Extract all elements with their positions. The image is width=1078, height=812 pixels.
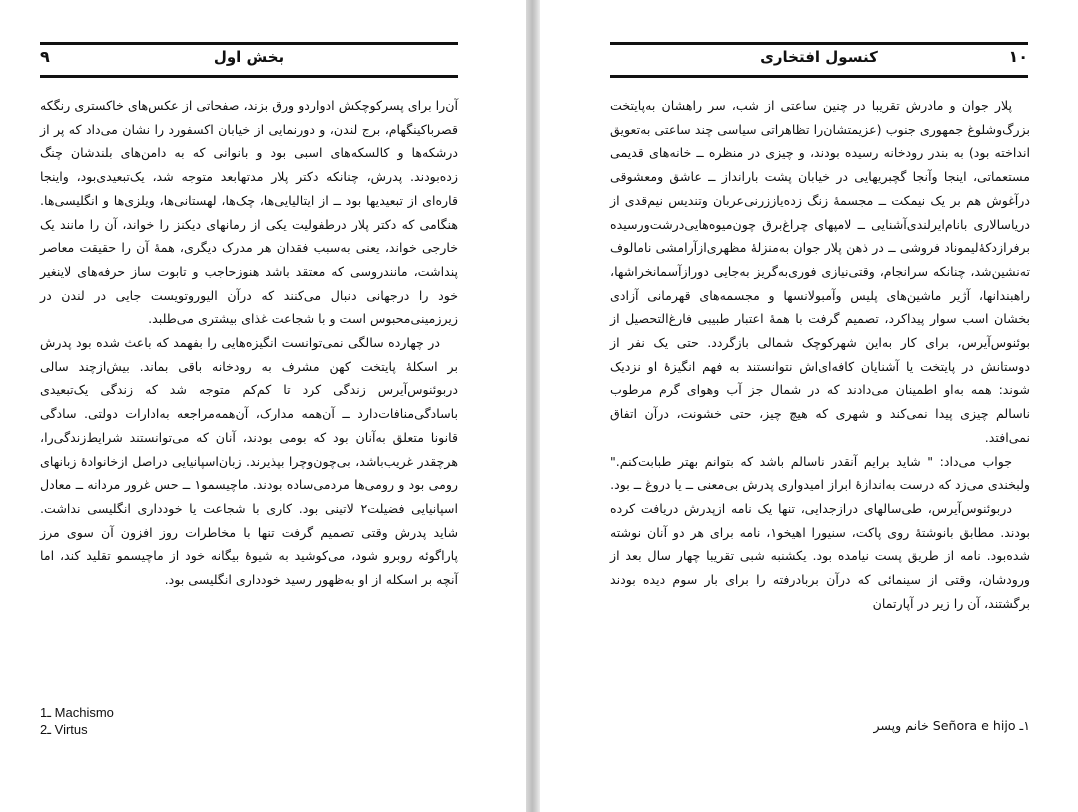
paragraph: آن‌را برای پسرکوچکش ادواردو ورق بزند، صفحاتی از عکس‌های خاکستری رنگکه قصرباکینگهام، برج لندن، و دورنمایی از خیابان اکسفورد را نشان می‌داد که پر از درشکه‌ها و کالسکه‌های اسبی بود و بانوانی که به دامن‌های بلندشان چنگ زده‌بودند. پدرش، چنانکه دکتر پلار مدتهابعد متوجه شد، یک‌تبعیدی‌بود، واینجا قاره‌ای از تبعیدیها بود ــ از ایتالیایی‌ها، چک‌ها، لهستانی‌ها، ویلزی‌ها و انگلیسی‌ها. هنگامی که دکتر پلار درطفولیت یکی از رمانهای دیکنز را خواند، آن را مانند یک خارجی خواند، یعنی به‌سبب فقدان هر مدرک دیگری، همهٔ آن را حقیقت معاصر پنداشت، مانندروسی که معتقد باشد هنوزحاجب و تابوت ساز حرفه‌های لاینغیر خود را درجهانی دنبال می‌کنند که درآن الیوروتویست جایی در لندن در زیرزمینی‌محبوس است و با شجاعت غذای بیشتری می‌طلبد. <box>40 98 458 327</box>
footnote: 2ـ Virtus <box>40 722 88 737</box>
page-body-text <box>610 94 1030 615</box>
page-number: ۱۰ <box>1008 47 1028 66</box>
book-gutter <box>526 0 540 812</box>
page-header <box>40 42 458 80</box>
header-bottom-rule <box>610 75 1028 78</box>
footnotes <box>40 704 340 738</box>
right-page <box>540 0 1078 812</box>
paragraph: دربوئنوس‌آیرس، طی‌سالهای درازجدایی، تنها یک نامه ازپدرش دریافت کرده بودند. مطابق بانوشتهٔ روی پاکت، سنیورا اهیخو۱، نامه برای هر دو آنان نوشته شده‌بود. نامه از طریق پست نیامده بود. یکشنبه شبی تقریبا چهار سال بعد از ورودشان، وقتی از سینمائی که درآن بربادرفته را برای بار سوم دیده بودند برگشتند، آن را زیر در آپارتمان <box>610 500 1030 611</box>
page-number: ۹ <box>40 47 50 66</box>
running-title: کنسول افتخاری <box>760 48 878 66</box>
footnote: 1ـ Machismo <box>40 705 114 720</box>
paragraph: جواب می‌داد: " شاید برایم آنقدر ناسالم باشد که بتوانم بهتر طبابت‌کنم." ولبخندی می‌زد که درست به‌اندازهٔ ابراز امیدواری پدرش بی‌معنی ــ یا دروغ ــ بود. <box>610 453 1030 493</box>
header-top-rule <box>610 42 1028 45</box>
footnote: ۱ـ Señora e hijo خانم وپسر <box>873 718 1030 733</box>
left-page <box>0 0 526 812</box>
paragraph: در چهارده سالگی نمی‌توانست انگیزه‌هایی را بفهمد که باعث شده بود پدرش بر اسکلهٔ پایتخت کهن مشرف به رودخانه باقی بماند. بیش‌ازچند سالی دربوئنوس‌آیرس زندگی کرد تا کم‌کم متوجه شد که زندگی یک‌تبعیدی باسادگی‌منافات‌دارد ــ آن‌همه مدارک، آن‌همه‌مراجعه به‌ادارات دولتی. سادگی قانونا متعلق به‌آنان بود که بومی بودند، آنان که می‌توانستند شرایط‌زندگی‌را، هرچقدر غریب‌باشد، بی‌چون‌وچرا بپذیرند. زبان‌اسپانیایی دراصل ازخانوادهٔ زبانهای رومی بود و رومی‌ها مردمی‌ساده بودند. ماچیسمو۱ ــ حس غرور مردانه ــ معادل اسپانیایی فضیلت۲ لاتینی بود. کاری با شجاعت یا خودداری انگلیسی نداشت. شاید پدرش وقتی تصمیم گرفت تنها با مخاطرات روز افزون آن سوی مرز پاراگوئه روبرو شود، می‌کوشید به شیوهٔ بیگانه خود از ماچیسمو تقلید کند، اما آنچه بر اسکله از او به‌ظهور رسید خودداری انگلیسی بود. <box>40 335 458 588</box>
header-top-rule <box>40 42 458 45</box>
header-bottom-rule <box>40 75 458 78</box>
running-title: بخش اول <box>213 48 285 66</box>
page-header <box>610 42 1028 80</box>
paragraph: پلار جوان و مادرش تقریبا در چنین ساعتی از شب، سر راهشان به‌پایتخت بزرگ‌وشلوغ جمهوری جنوب (عزیمتشان‌را تظاهراتی سیاسی چند ساعتی به‌تعویق انداخته بود) به بندر رودخانه رسیده بودند، و چیزی در منظره ــ خانه‌های قدیمی مستعماتی، اینجا وآنجا گچبریهایی در خیابان پشت بارانداز ــ عاشق ومعشوقی درآغوش هم بر یک نیمکت ــ مجسمهٔ زنگ زده‌یاززرنی‌عربان وتندیس نیم‌قدی از دریاسالاری بانام‌ایرلندی‌آشنایی ــ لامپهای چراغ‌برق چون‌میوه‌هایی‌درشت‌ورسیده برفرازدکهٔ‌لیموناد فروشی ــ در ذهن پلار جوان به‌منزلهٔ مظهری‌ازآرامشی ناما‌لوف ته‌نشین‌شد، چنانکه سرانجام، وقتی‌نیازی فوری‌به‌گریز به‌جایی دوراز‌آسمانخراشها، راهبندانها، آژیر ماشین‌های پلیس وآمبولانسها و مجسمه‌های قهرمانی آزادی بخشان اسب سوار پیداکرد، تصمیم گرفت با همهٔ اعتبار طبیبی فارغ‌التحصیل از بوئنوس‌آیرس، برای کار به‌این شهرکوچک شمالی بازگردد. حتی یک نفر از دوستانش در پایتخت یا آشنایان کافه‌ای‌اش نتوانستند به فهم انگیزهٔ او نزدیک شوند: همه به‌او اطمینان می‌دادند که در شمال جز آب وهوای گرم مرطوب ناسالم چیزی پیدا نمی‌کند و شهری که هیچ چیز، حتی خشونت، درآن اتفاق نمی‌افتد. <box>610 98 1030 445</box>
page-body-text <box>40 94 458 592</box>
